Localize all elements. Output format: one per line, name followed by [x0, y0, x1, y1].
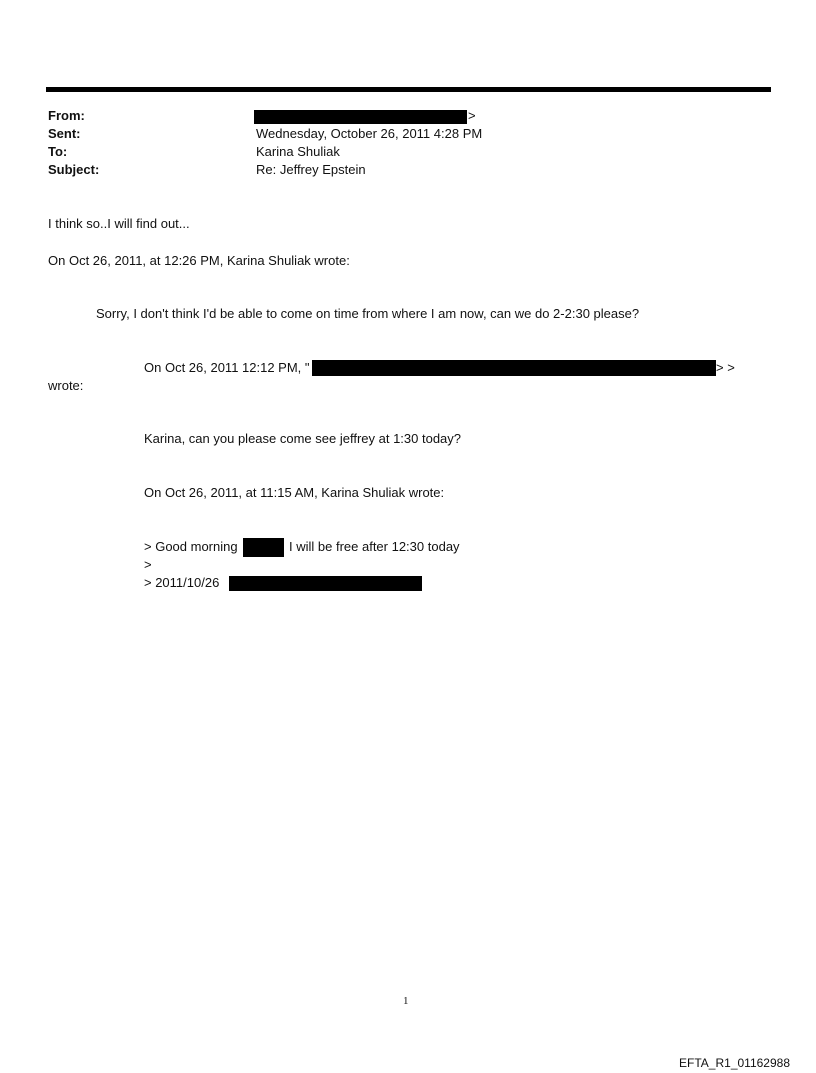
document-id: EFTA_R1_01162988: [679, 1056, 790, 1070]
quote3-line1-start: > Good morning: [144, 539, 238, 554]
redaction-sender: [312, 360, 716, 376]
quote2-text: Karina, can you please come see jeffrey at 1:30 today?: [144, 431, 462, 446]
page-number: 1: [403, 995, 409, 1007]
redaction-from: [254, 110, 467, 124]
quote1-intro: On Oct 26, 2011, at 12:26 PM, Karina Shuliak wrote:: [48, 253, 350, 268]
subject-label: Subject:: [48, 162, 100, 177]
quote2-intro-end: > >: [716, 360, 735, 375]
quote2-intro-wrap: wrote:: [48, 378, 84, 393]
quote3-line2: >: [144, 557, 152, 572]
quote3-intro: On Oct 26, 2011, at 11:15 AM, Karina Shuliak wrote:: [144, 485, 445, 500]
quote1-text: Sorry, I don't think I'd be able to come on time from where I am now, can we do 2-2:30 please?: [96, 306, 640, 321]
quote2-intro-start: On Oct 26, 2011 12:12 PM, ": [144, 360, 310, 375]
header-rule: [46, 87, 771, 92]
from-suffix: >: [468, 108, 476, 123]
redaction-name: [243, 538, 284, 557]
redaction-date-line: [229, 576, 422, 591]
subject-value: Re: Jeffrey Epstein: [256, 162, 366, 177]
reply-line: I think so..I will find out...: [48, 216, 190, 231]
quote3-line3: > 2011/10/26: [144, 575, 220, 590]
sent-label: Sent:: [48, 126, 81, 141]
from-label: From:: [48, 108, 85, 123]
to-value: Karina Shuliak: [256, 144, 340, 159]
quote3-line1-end: I will be free after 12:30 today: [289, 539, 460, 554]
to-label: To:: [48, 144, 68, 159]
sent-value: Wednesday, October 26, 2011 4:28 PM: [256, 126, 483, 141]
